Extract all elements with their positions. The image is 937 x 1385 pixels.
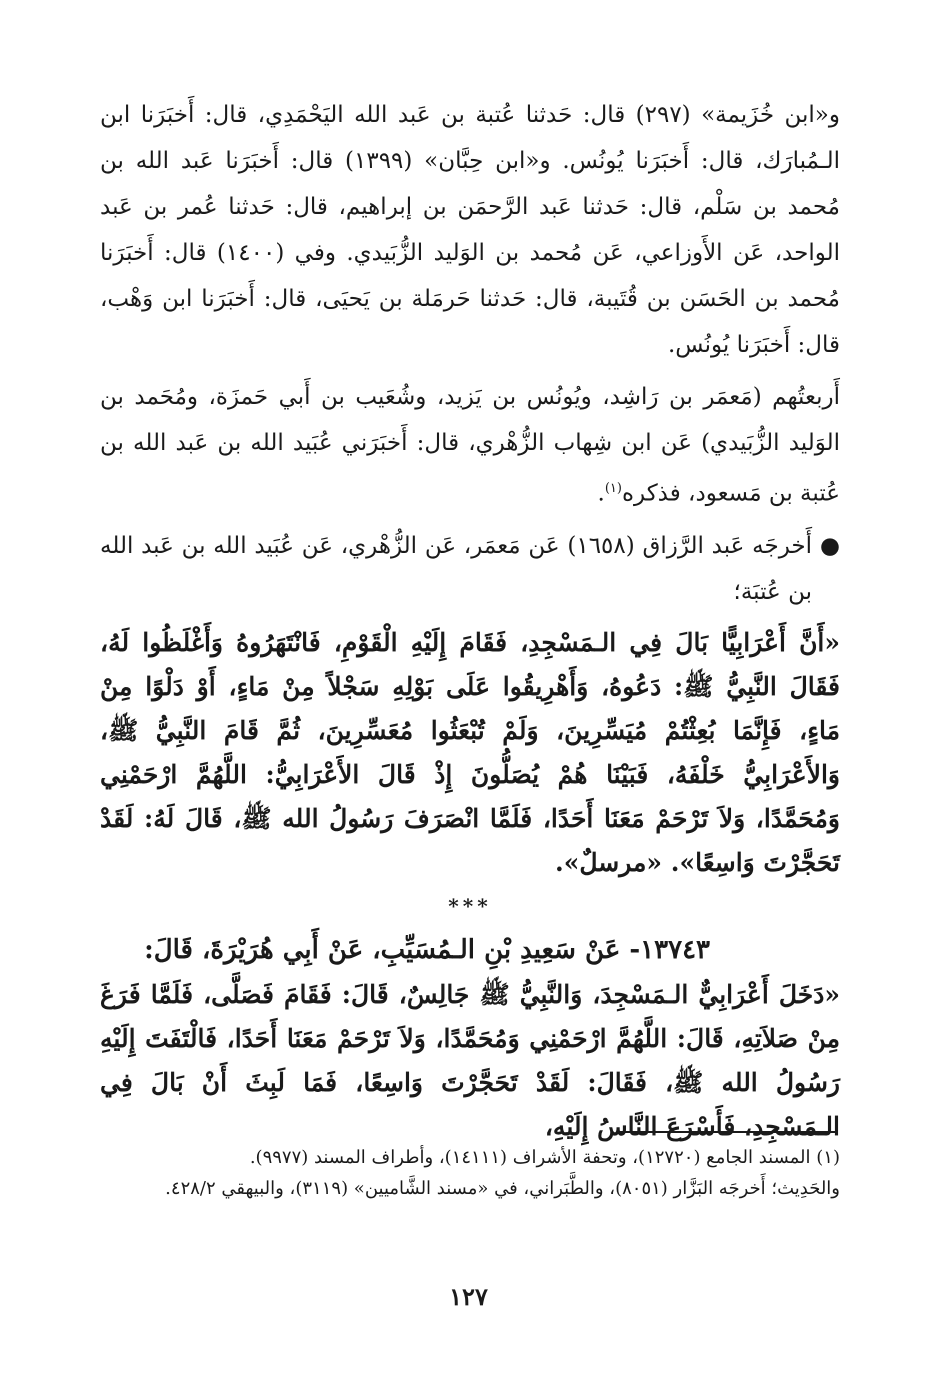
- hadith-number: ١٣٧٤٣: [640, 934, 710, 965]
- hadith-heading: [100, 927, 840, 973]
- footnote-divider: [617, 1131, 837, 1133]
- bullet-icon: ●: [819, 532, 840, 559]
- takhrij-item: [100, 523, 840, 615]
- page-body: [100, 92, 840, 1149]
- footnote-2: والحَدِيث؛ أَخرجَه البَزَّار (٨٠٥١)، والطَّبَراني، في «مسند الشَّاميين» (٣١١٩)، والبيهقي ٤٢٨/٢.: [165, 1178, 840, 1199]
- narrators-paragraph: [100, 374, 840, 517]
- footnote-1: (١) المسند الجامع (١٢٧٢٠)، وتحفة الأشراف (١٤١١١)، وأطراف المسند (٩٩٧٧).: [249, 1147, 840, 1168]
- section-separator: ***: [448, 893, 492, 918]
- page-number: ١٢٧: [449, 1282, 488, 1311]
- hadith-text-mursal: «أَنَّ أَعْرَابِيًّا بَالَ فِي الـمَسْجِدِ، فَقَامَ إِلَيْهِ الْقَوْمِ، فَانْتَهَرُوهُ وَأَغْلَظُوا لَهُ، فَقَالَ النَّبِيُّ ﷺ: دَعُوهُ، وَأَهْرِيقُوا عَلَى بَوْلِهِ سَجْلاً مِنْ مَاءٍ، أَوْ دَلْوًا مِنْ مَاءٍ، فَإِنَّمَا بُعِثْتُمْ مُيَسِّرِينَ، وَلَمْ تُبْعَثُوا مُعَسِّرِينَ، ثُمَّ قَامَ النَّبِيُّ ﷺ، وَالأَعْرَابِيُّ خَلْفَهُ، فَبَيْنَا هُمْ يُصَلُّونَ إِذْ قَالَ الأَعْرَابِيُّ: اللَّهُمَّ ارْحَمْنِي وَمُحَمَّدًا، وَلاَ تَرْحَمْ مَعَنَا أَحَدًا، فَلَمَّا انْصَرَفَ رَسُولُ الله ﷺ، قَالَ لَهُ: لَقَدْ تَحَجَّرْتَ وَاسِعًا». «مرسلٌ».: [100, 627, 840, 877]
- footnotes: [100, 1142, 840, 1204]
- narrators-text: أَربعتُهم (مَعمَر بن رَاشِد، ويُونُس بن يَزيد، وشُعَيب بن أَبي حَمزَة، ومُحَمد بن الوَليد الزُّبَيدي) عَن ابن شِهاب الزُّهْري، قال: أَخبَرَني عُبَيد الله بن عَبد الله بن عُتبة بن مَسعود، فذكره: [100, 384, 840, 507]
- footnote-marker: (١): [604, 481, 622, 496]
- takhrij-paragraph: أَخرجَه عَبد الرَّزاق (١٦٥٨) عَن مَعمَر، عَن الزُّهْري، عَن عُبَيد الله بن عَبد الله بن عُتبَة؛: [100, 532, 813, 605]
- hadith-text-abu-hurayra: «دَخَلَ أَعْرَابِيٌّ الـمَسْجِدَ، وَالنَّبِيُّ ﷺ جَالِسٌ، قَالَ: فَقَامَ فَصَلَّى، فَلَمَّا فَرَغَ مِنْ صَلاَتِهِ، قَالَ: اللَّهُمَّ ارْحَمْنِي وَمُحَمَّدًا، وَلاَ تَرْحَمْ مَعَنَا أَحَدًا، فَالْتَفَتَ إِلَيْهِ رَسُولُ الله ﷺ، فَقَالَ: لَقَدْ تَحَجَّرْتَ وَاسِعًا، فَمَا لَبِثَ أَنْ بَالَ فِي الـمَسْجِدِ، فَأَسْرَعَ النَّاسُ إِلَيْهِ،: [100, 979, 840, 1141]
- isnad-paragraph: و«ابن خُزَيمة» (٢٩٧) قال: حَدثنا عُتبة بن عَبد الله اليَحْمَدِي، قال: أَخبَرَنا ابن الـمُبارَك، قال: أَخبَرَنا يُونُس. و«ابن حِبَّان» (١٣٩٩) قال: أَخبَرَنا عَبد الله بن مُحمد بن سَلْم، قال: حَدثنا عَبد الرَّحمَن بن إبراهيم، قال: حَدثنا عُمر بن عَبد الواحد، عَن الأَوزاعي، عَن مُحمد بن الوَليد الزُّبَيدي. وفي (١٤٠٠) قال: أَخبَرَنا مُحمد بن الحَسَن بن قُتَيبة، قال: حَدثنا حَرمَلة بن يَحيَى، قال: أَخبَرَنا ابن وَهْب، قال: أَخبَرَنا يُونُس.: [100, 102, 840, 358]
- narrators-end: .: [597, 480, 605, 507]
- hadith-heading-text: - عَنْ سَعِيدِ بْنِ الـمُسَيِّبِ، عَنْ أَبِي هُرَيْرَةَ، قَالَ:: [144, 934, 641, 965]
